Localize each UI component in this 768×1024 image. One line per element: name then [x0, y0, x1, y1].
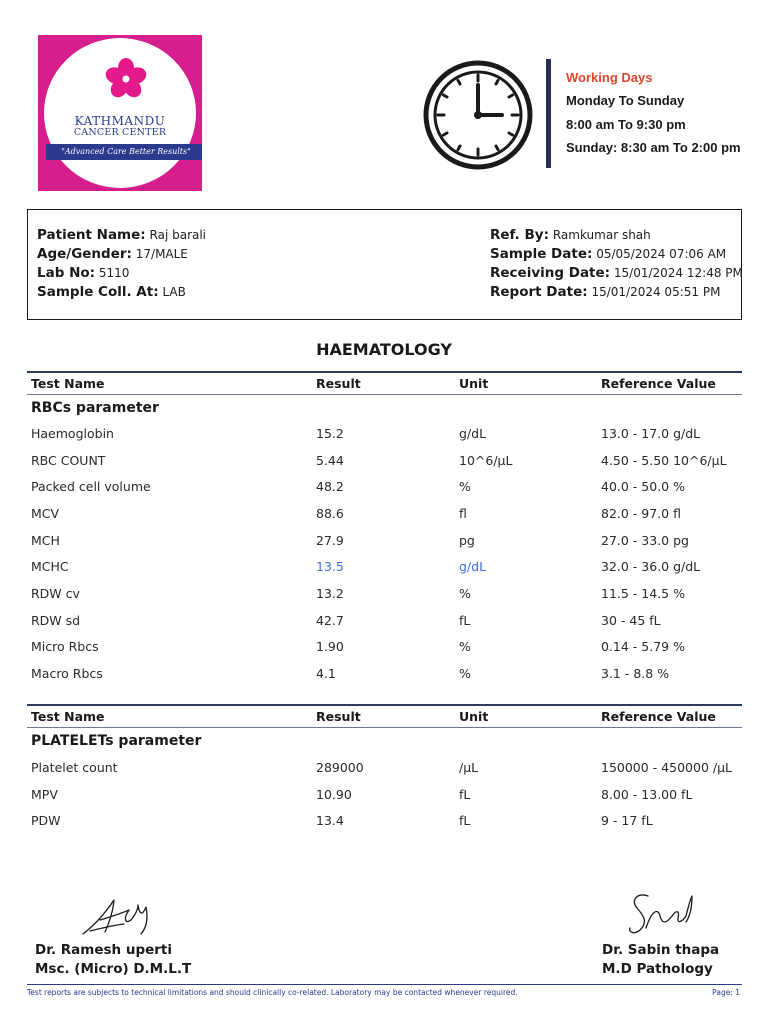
ref-by-label: Ref. By:: [490, 227, 550, 243]
test-result: 13.2: [316, 586, 344, 602]
col-header-result: Result: [316, 376, 361, 391]
test-result: 289000: [316, 760, 364, 775]
logo-name-line2: CANCER CENTER: [73, 127, 167, 138]
test-unit: fl: [459, 506, 467, 521]
rbc-header-bottom-rule: [27, 394, 742, 395]
test-name: Macro Rbcs: [31, 666, 103, 682]
footer-page-number: Page: 1: [712, 988, 740, 997]
working-days-line3: Sunday: 8:30 am To 2:00 pm: [566, 140, 741, 155]
platelet-header-top-rule: [27, 704, 742, 706]
test-result: 48.2: [316, 479, 344, 495]
patient-coll-value: LAB: [162, 285, 186, 299]
test-name: RDW sd: [31, 612, 81, 628]
rbc-header-top-rule: [27, 371, 742, 373]
working-days-title: Working Days: [566, 70, 653, 85]
sample-date-row: [490, 246, 726, 262]
test-name: MCV: [31, 506, 60, 521]
patient-age-row: [37, 246, 188, 262]
sample-date-value: 05/05/2024 07:06 AM: [596, 247, 727, 261]
ref-by-row: [490, 227, 651, 243]
test-unit: 10^6/µL: [459, 452, 513, 468]
test-unit: fL: [459, 612, 471, 628]
flower-icon: [105, 58, 147, 100]
receiving-date-value: 15/01/2024 12:48 PM: [613, 266, 743, 280]
test-reference: 13.0 - 17.0 g/dL: [601, 426, 701, 441]
working-days-line2: 8:00 am To 9:30 pm: [566, 117, 686, 132]
logo-name-line1: KATHMANDU: [74, 114, 166, 128]
test-reference: 0.14 - 5.79 %: [601, 639, 685, 655]
test-unit: pg: [459, 532, 475, 548]
test-reference: 40.0 - 50.0 %: [601, 479, 685, 495]
test-name: MCH: [31, 532, 60, 548]
col-header-test-name-2: Test Name: [31, 709, 105, 724]
signatory-2-title: M.D Pathology: [602, 961, 713, 977]
test-name: MCHC: [31, 559, 69, 575]
logo-circle: [44, 38, 196, 188]
col-header-reference-2: Reference Value: [601, 709, 716, 724]
ref-by-value: Ramkumar shah: [552, 228, 651, 242]
test-name: Haemoglobin: [31, 426, 114, 441]
patient-name-row: [37, 227, 206, 243]
test-unit: %: [459, 666, 471, 682]
col-header-test-name: Test Name: [31, 376, 105, 391]
test-unit: /µL: [459, 760, 479, 775]
patient-coll-row: [37, 284, 186, 300]
patient-name-label: Patient Name:: [37, 227, 146, 243]
report-date-label: Report Date:: [490, 284, 588, 300]
test-reference: 30 - 45 fL: [601, 612, 661, 628]
signatory-1-title: Msc. (Micro) D.M.L.T: [35, 961, 192, 977]
working-days-divider: [546, 59, 551, 168]
test-name: RDW cv: [31, 586, 80, 602]
test-result: 27.9: [316, 532, 344, 548]
signature-ramesh: [80, 893, 156, 939]
col-header-result-2: Result: [316, 709, 361, 724]
test-name: RBC COUNT: [31, 452, 106, 468]
platelet-header-bottom-rule: [27, 727, 742, 728]
logo-tagline: "Advanced Care Better Results": [46, 144, 202, 160]
test-result: 5.44: [316, 452, 344, 468]
clinic-logo: [38, 35, 202, 191]
test-result: 1.90: [316, 639, 344, 655]
signatory-1-name: Dr. Ramesh uperti: [35, 942, 173, 958]
test-result: 4.1: [316, 666, 336, 682]
section-title: HAEMATOLOGY: [316, 340, 452, 359]
test-reference: 9 - 17 fL: [601, 813, 653, 828]
test-result: 10.90: [316, 786, 352, 802]
col-header-unit-2: Unit: [459, 709, 489, 724]
test-name: Platelet count: [31, 760, 118, 775]
test-unit: g/dL: [459, 559, 487, 575]
test-result: 15.2: [316, 426, 344, 441]
signatory-2-name: Dr. Sabin thapa: [602, 942, 720, 958]
test-reference: 27.0 - 33.0 pg: [601, 532, 689, 548]
test-result: 42.7: [316, 612, 344, 628]
patient-age-value: 17/MALE: [135, 247, 188, 261]
working-days-line1: Monday To Sunday: [566, 93, 685, 108]
patient-coll-label: Sample Coll. At:: [37, 284, 159, 300]
test-result: 13.4: [316, 813, 344, 828]
patient-lab-value: 5110: [98, 266, 130, 280]
test-reference: 32.0 - 36.0 g/dL: [601, 559, 701, 575]
report-date-value: 15/01/2024 05:51 PM: [591, 285, 721, 299]
test-unit: %: [459, 479, 471, 495]
test-name: PDW: [31, 813, 61, 828]
test-unit: fL: [459, 813, 471, 828]
patient-lab-row: [37, 265, 129, 281]
signature-sabin: [626, 888, 702, 942]
clock-icon: [422, 59, 534, 171]
test-reference: 3.1 - 8.8 %: [601, 666, 670, 682]
test-unit: %: [459, 586, 471, 602]
col-header-unit: Unit: [459, 376, 489, 391]
test-reference: 4.50 - 5.50 10^6/µL: [601, 452, 727, 468]
test-reference: 8.00 - 13.00 fL: [601, 786, 693, 802]
footer-disclaimer: Test reports are subjects to technical limitations and should clinically co-related. Laboratory may be contacted whenever required.: [27, 988, 518, 997]
platelet-group-title: PLATELETs parameter: [31, 733, 202, 749]
patient-lab-label: Lab No:: [37, 265, 96, 281]
patient-age-label: Age/Gender:: [37, 246, 132, 262]
test-name: Packed cell volume: [31, 479, 151, 495]
report-date-row: [490, 284, 720, 300]
patient-name-value: Raj barali: [149, 228, 207, 242]
test-unit: g/dL: [459, 426, 487, 441]
sample-date-label: Sample Date:: [490, 246, 593, 262]
test-unit: fL: [459, 786, 471, 802]
test-name: MPV: [31, 786, 58, 802]
test-reference: 11.5 - 14.5 %: [601, 586, 685, 602]
rbc-group-title: RBCs parameter: [31, 400, 159, 416]
test-result: 13.5: [316, 559, 344, 575]
footer-rule: [27, 984, 742, 985]
test-reference: 82.0 - 97.0 fl: [601, 506, 681, 521]
test-name: Micro Rbcs: [31, 639, 99, 655]
col-header-reference: Reference Value: [601, 376, 716, 391]
test-result: 88.6: [316, 506, 344, 521]
test-unit: %: [459, 639, 471, 655]
receiving-date-label: Receiving Date:: [490, 265, 611, 281]
test-reference: 150000 - 450000 /µL: [601, 760, 732, 775]
receiving-date-row: [490, 265, 743, 281]
